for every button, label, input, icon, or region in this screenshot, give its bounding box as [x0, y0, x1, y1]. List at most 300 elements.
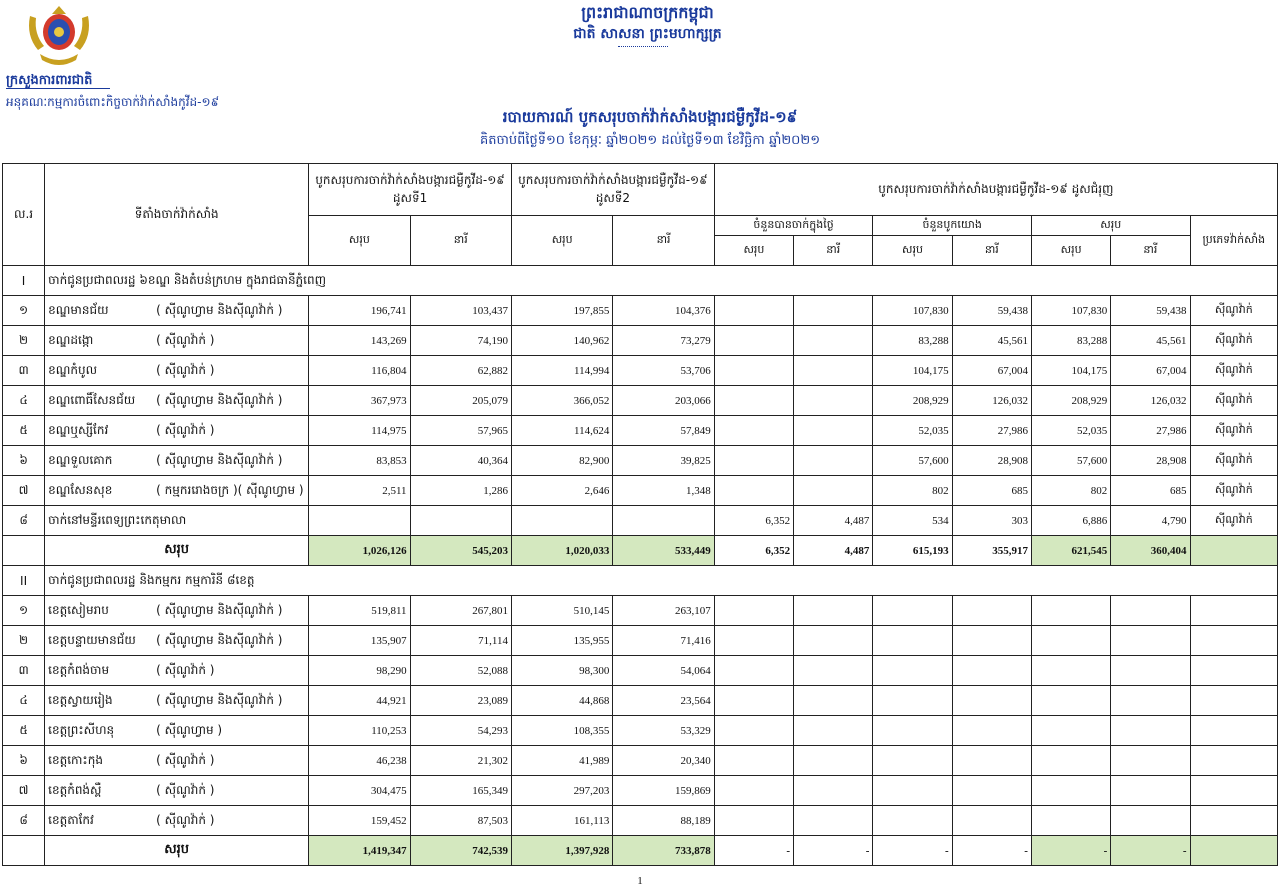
value-cell-cmf: 67,004	[952, 356, 1031, 386]
vaccine-type-cell: ស៊ីណូវ៉ាក់	[1190, 476, 1277, 506]
value-cell-tdt: 6,352	[714, 506, 793, 536]
value-cell-cmt	[873, 806, 952, 836]
value-cell-tt: 802	[1031, 476, 1110, 506]
value-cell-tt: 57,600	[1031, 446, 1110, 476]
value-cell-d1t	[309, 506, 410, 536]
value-cell-d1t: 159,452	[309, 806, 410, 836]
value-cell-d1t: 367,973	[309, 386, 410, 416]
col-header-dose1-female: នារី	[410, 216, 511, 266]
vaccine-type-cell: ស៊ីណូវ៉ាក់	[1190, 296, 1277, 326]
location-name: ខណ្ឌពោធិ៍សែនជ័យ	[48, 392, 136, 407]
value-cell-d1f: 267,801	[410, 596, 511, 626]
value-cell-d2t: 161,113	[511, 806, 612, 836]
value-cell-d2t: 2,646	[511, 476, 612, 506]
value-cell-tf	[1111, 776, 1190, 806]
value-cell-cmt	[873, 596, 952, 626]
value-cell-tdf	[794, 656, 873, 686]
value-cell-cmf	[952, 656, 1031, 686]
vaccine-brand: ( ស៊ីណូវ៉ាក់ )	[156, 752, 215, 767]
location-cell	[45, 806, 309, 836]
value-cell-d2t: 41,989	[511, 746, 612, 776]
value-cell-tf	[1111, 656, 1190, 686]
total-cell-d1f: 742,539	[410, 836, 511, 866]
location-name: ខណ្ឌសែនសុខ	[48, 482, 113, 497]
row-number: ៦	[3, 446, 45, 476]
value-cell-cmt: 208,929	[873, 386, 952, 416]
value-cell-d2f: 159,869	[613, 776, 714, 806]
total-label: សរុប	[45, 836, 309, 866]
location-cell	[45, 416, 309, 446]
total-cell-cmf: 355,917	[952, 536, 1031, 566]
location-cell	[45, 326, 309, 356]
value-cell-d1t: 2,511	[309, 476, 410, 506]
col-header-cumulative-total: សរុប	[873, 236, 952, 266]
national-motto: ជាតិ សាសនា ព្រះមហាក្សត្រ	[573, 26, 722, 42]
vaccine-brand: ( ស៊ីណូហ្វាម និងស៊ីណូវ៉ាក់ )	[156, 392, 283, 407]
table-row	[3, 296, 1278, 326]
total-cell-d1f: 545,203	[410, 536, 511, 566]
value-cell-tt: 107,830	[1031, 296, 1110, 326]
value-cell-d2t: 114,624	[511, 416, 612, 446]
value-cell-d1t: 114,975	[309, 416, 410, 446]
location-name: ខណ្ឌកំបូល	[48, 362, 98, 377]
vaccine-type-cell: ស៊ីណូវ៉ាក់	[1190, 506, 1277, 536]
value-cell-cmt: 57,600	[873, 446, 952, 476]
value-cell-d2t: 108,355	[511, 716, 612, 746]
value-cell-tf	[1111, 806, 1190, 836]
total-cell-cmt: -	[873, 836, 952, 866]
value-cell-tdf	[794, 326, 873, 356]
value-cell-cmt	[873, 686, 952, 716]
value-cell-d1t: 110,253	[309, 716, 410, 746]
value-cell-tt	[1031, 776, 1110, 806]
location-cell	[45, 776, 309, 806]
motto-ornament	[618, 46, 668, 50]
ministry-name: ក្រសួងការពារជាតិ	[6, 73, 93, 88]
section-row	[3, 566, 1278, 596]
value-cell-tdf	[794, 416, 873, 446]
value-cell-tdt	[714, 386, 793, 416]
row-number: ១	[3, 596, 45, 626]
value-cell-tdf	[794, 356, 873, 386]
value-cell-cmf: 126,032	[952, 386, 1031, 416]
section-row	[3, 266, 1278, 296]
vaccine-brand: ( ស៊ីណូវ៉ាក់ )	[156, 422, 215, 437]
vaccine-type-cell	[1190, 656, 1277, 686]
value-cell-cmt: 83,288	[873, 326, 952, 356]
col-header-dose1-total: សរុប	[309, 216, 410, 266]
value-cell-tdt	[714, 476, 793, 506]
value-cell-d2f: 71,416	[613, 626, 714, 656]
location-name: ខណ្ឌមានជ័យ	[48, 302, 109, 317]
vaccine-brand: ( ស៊ីណូវ៉ាក់ )	[156, 362, 215, 377]
vaccine-type-cell: ស៊ីណូវ៉ាក់	[1190, 416, 1277, 446]
row-number: ៥	[3, 716, 45, 746]
value-cell-d2t: 197,855	[511, 296, 612, 326]
value-cell-d2f: 73,279	[613, 326, 714, 356]
location-name: ចាក់នៅមន្ទីរពេទ្យព្រះកេតុមាលា	[48, 512, 187, 527]
col-header-cumulative: ចំនួនបូកយោង	[873, 216, 1032, 236]
location-name: ខណ្ឌទួលគោក	[48, 452, 113, 467]
value-cell-tdf	[794, 626, 873, 656]
value-cell-tt: 52,035	[1031, 416, 1110, 446]
row-number: ២	[3, 326, 45, 356]
row-number: ២	[3, 626, 45, 656]
value-cell-tdf: 4,487	[794, 506, 873, 536]
value-cell-cmt: 534	[873, 506, 952, 536]
value-cell-d1f: 1,286	[410, 476, 511, 506]
col-header-booster-total: សរុប	[1031, 216, 1190, 236]
value-cell-d2t: 297,203	[511, 776, 612, 806]
value-cell-tdt	[714, 776, 793, 806]
value-cell-d2f: 88,189	[613, 806, 714, 836]
row-number: ៧	[3, 476, 45, 506]
value-cell-cmt	[873, 626, 952, 656]
value-cell-cmt: 107,830	[873, 296, 952, 326]
section-number: II	[3, 566, 45, 596]
value-cell-tdf	[794, 686, 873, 716]
vaccine-brand: ( ស៊ីណូហ្វាម និងស៊ីណូវ៉ាក់ )	[156, 692, 283, 707]
total-cell-d1t: 1,026,126	[309, 536, 410, 566]
col-header-vaccine-type: ប្រភេទវ៉ាក់សាំង	[1190, 216, 1277, 266]
total-label: សរុប	[45, 536, 309, 566]
value-cell-d1t: 196,741	[309, 296, 410, 326]
location-cell	[45, 716, 309, 746]
value-cell-cmf	[952, 806, 1031, 836]
section-number: I	[3, 266, 45, 296]
value-cell-d1f: 165,349	[410, 776, 511, 806]
location-cell	[45, 296, 309, 326]
value-cell-tf: 45,561	[1111, 326, 1190, 356]
total-cell-d2f: 533,449	[613, 536, 714, 566]
value-cell-tdf	[794, 386, 873, 416]
value-cell-tt: 104,175	[1031, 356, 1110, 386]
value-cell-d1t: 46,238	[309, 746, 410, 776]
value-cell-d1f: 57,965	[410, 416, 511, 446]
total-cell-tf: 360,404	[1111, 536, 1190, 566]
value-cell-tdt	[714, 806, 793, 836]
value-cell-d2t: 44,868	[511, 686, 612, 716]
value-cell-cmf: 685	[952, 476, 1031, 506]
report-title: របាយការណ៍ បូកសរុបចាក់វ៉ាក់សាំងបង្ការជម្ងឺកូវីដ-១៩	[502, 108, 798, 126]
value-cell-tdf	[794, 446, 873, 476]
value-cell-cmf	[952, 746, 1031, 776]
value-cell-tdt	[714, 626, 793, 656]
total-cell-tt: 621,545	[1031, 536, 1110, 566]
vaccine-brand: ( ស៊ីណូហ្វាម )	[156, 722, 223, 737]
ministry-underline	[6, 88, 110, 89]
total-cell-d1t: 1,419,347	[309, 836, 410, 866]
vaccine-type-cell	[1190, 806, 1277, 836]
location-cell	[45, 656, 309, 686]
value-cell-tdt	[714, 596, 793, 626]
vaccine-type-cell	[1190, 626, 1277, 656]
vaccine-brand: ( ស៊ីណូហ្វាម និងស៊ីណូវ៉ាក់ )	[156, 302, 283, 317]
value-cell-d1t: 98,290	[309, 656, 410, 686]
value-cell-cmt	[873, 746, 952, 776]
value-cell-tf: 59,438	[1111, 296, 1190, 326]
location-name: ខេត្តព្រះសីហនុ	[48, 722, 115, 737]
value-cell-tt	[1031, 746, 1110, 776]
total-cell-tf: -	[1111, 836, 1190, 866]
value-cell-cmf	[952, 596, 1031, 626]
total-cell-cmf: -	[952, 836, 1031, 866]
value-cell-tt	[1031, 806, 1110, 836]
value-cell-tdt	[714, 416, 793, 446]
row-number: ៣	[3, 356, 45, 386]
vaccine-type-cell	[1190, 716, 1277, 746]
value-cell-d2t: 82,900	[511, 446, 612, 476]
vaccine-type-cell: ស៊ីណូវ៉ាក់	[1190, 446, 1277, 476]
row-number: ៤	[3, 686, 45, 716]
value-cell-tdt	[714, 326, 793, 356]
total-row	[3, 536, 1278, 566]
value-cell-tdf	[794, 476, 873, 506]
value-cell-cmt: 52,035	[873, 416, 952, 446]
value-cell-tt: 208,929	[1031, 386, 1110, 416]
total-row	[3, 836, 1278, 866]
table-row	[3, 656, 1278, 686]
col-header-booster: បូកសរុបការចាក់វ៉ាក់សាំងបង្ការជម្ងឺកូវីដ-១៩ ដូសជំរុញ	[714, 164, 1277, 216]
total-cell-tdf: 4,487	[794, 536, 873, 566]
vaccine-type-cell: ស៊ីណូវ៉ាក់	[1190, 386, 1277, 416]
vaccine-type-cell	[1190, 776, 1277, 806]
kingdom-title: ព្រះរាជាណាចក្រកម្ពុជា	[581, 3, 714, 22]
total-cell-d2f: 733,878	[613, 836, 714, 866]
value-cell-d1f: 62,882	[410, 356, 511, 386]
location-cell	[45, 746, 309, 776]
value-cell-tt	[1031, 626, 1110, 656]
table-row	[3, 686, 1278, 716]
location-cell	[45, 356, 309, 386]
value-cell-d1f: 87,503	[410, 806, 511, 836]
section-title: ចាក់ជូនប្រជាពលរដ្ឋ ៦ខណ្ឌ និងតំបន់ក្រហម ក្នុងរាជធានីភ្នំពេញ	[45, 266, 1278, 296]
vaccine-type-cell	[1190, 596, 1277, 626]
value-cell-d1t: 304,475	[309, 776, 410, 806]
total-cell-tt: -	[1031, 836, 1110, 866]
value-cell-cmf	[952, 626, 1031, 656]
value-cell-tdf	[794, 746, 873, 776]
value-cell-d2f: 203,066	[613, 386, 714, 416]
value-cell-d1t: 519,811	[309, 596, 410, 626]
location-name: ខេត្តសៀមរាប	[48, 602, 109, 617]
total-cell-type	[1190, 536, 1277, 566]
table-row	[3, 386, 1278, 416]
col-header-dose2-female: នារី	[613, 216, 714, 266]
value-cell-cmt	[873, 716, 952, 746]
value-cell-d2f: 53,706	[613, 356, 714, 386]
value-cell-tdt	[714, 686, 793, 716]
value-cell-d2t: 366,052	[511, 386, 612, 416]
value-cell-d1f: 74,190	[410, 326, 511, 356]
table-row	[3, 626, 1278, 656]
col-header-cumulative-female: នារី	[952, 236, 1031, 266]
table-row	[3, 806, 1278, 836]
value-cell-tf: 126,032	[1111, 386, 1190, 416]
total-cell-d2t: 1,020,033	[511, 536, 612, 566]
location-cell	[45, 476, 309, 506]
value-cell-tdt	[714, 746, 793, 776]
value-cell-cmf: 59,438	[952, 296, 1031, 326]
value-cell-d1t: 143,269	[309, 326, 410, 356]
value-cell-d2f: 20,340	[613, 746, 714, 776]
location-name: ខេត្តបន្ទាយមានជ័យ	[48, 632, 136, 647]
vaccine-type-cell: ស៊ីណូវ៉ាក់	[1190, 356, 1277, 386]
table-row	[3, 746, 1278, 776]
value-cell-tt	[1031, 686, 1110, 716]
value-cell-d1t: 83,853	[309, 446, 410, 476]
location-cell	[45, 446, 309, 476]
value-cell-tdt	[714, 446, 793, 476]
value-cell-d2f: 104,376	[613, 296, 714, 326]
col-header-grand-female: នារី	[1111, 236, 1190, 266]
value-cell-d2f: 263,107	[613, 596, 714, 626]
table-row	[3, 596, 1278, 626]
value-cell-tdt	[714, 356, 793, 386]
vaccine-brand: ( ស៊ីណូវ៉ាក់ )	[156, 662, 215, 677]
value-cell-d1f: 205,079	[410, 386, 511, 416]
table-row	[3, 776, 1278, 806]
location-cell	[45, 506, 309, 536]
value-cell-d2f: 1,348	[613, 476, 714, 506]
value-cell-cmf	[952, 686, 1031, 716]
value-cell-cmt: 802	[873, 476, 952, 506]
row-number: ៨	[3, 506, 45, 536]
section-title: ចាក់ជូនប្រជាពលរដ្ឋ និងកម្មករ កម្មការិនី ៨ខេត្ត	[45, 566, 1278, 596]
table-row	[3, 506, 1278, 536]
value-cell-d1t: 44,921	[309, 686, 410, 716]
value-cell-tf	[1111, 686, 1190, 716]
row-number: ៧	[3, 776, 45, 806]
table-row	[3, 446, 1278, 476]
value-cell-d2t: 135,955	[511, 626, 612, 656]
vaccine-brand: ( ស៊ីណូវ៉ាក់ )	[156, 782, 215, 797]
location-cell	[45, 626, 309, 656]
value-cell-d2f: 57,849	[613, 416, 714, 446]
value-cell-tt: 83,288	[1031, 326, 1110, 356]
value-cell-tdt	[714, 296, 793, 326]
table-row	[3, 716, 1278, 746]
value-cell-tt	[1031, 716, 1110, 746]
value-cell-tf: 4,790	[1111, 506, 1190, 536]
total-cell-tdt: -	[714, 836, 793, 866]
vaccination-table	[2, 163, 1278, 866]
value-cell-d2t: 98,300	[511, 656, 612, 686]
value-cell-d1f: 71,114	[410, 626, 511, 656]
total-cell-tdf: -	[794, 836, 873, 866]
value-cell-tdf	[794, 776, 873, 806]
location-name: ខេត្តតាកែវ	[48, 812, 94, 827]
total-blank	[3, 536, 45, 566]
col-header-today-total: សរុប	[714, 236, 793, 266]
value-cell-d2t: 140,962	[511, 326, 612, 356]
value-cell-d1f: 54,293	[410, 716, 511, 746]
vaccine-type-cell: ស៊ីណូវ៉ាក់	[1190, 326, 1277, 356]
location-name: ខេត្តស្វាយរៀង	[48, 692, 113, 707]
value-cell-d1f: 40,364	[410, 446, 511, 476]
value-cell-d2f: 53,329	[613, 716, 714, 746]
value-cell-d1f: 23,089	[410, 686, 511, 716]
value-cell-d2t: 510,145	[511, 596, 612, 626]
row-number: ៥	[3, 416, 45, 446]
table-row	[3, 356, 1278, 386]
value-cell-cmf	[952, 716, 1031, 746]
col-header-dose2: បូកសរុបការចាក់វ៉ាក់សាំងបង្ការជម្ងឺកូវីដ-១៩ ដូសទី2	[511, 164, 714, 216]
total-cell-tdt: 6,352	[714, 536, 793, 566]
value-cell-d2f: 23,564	[613, 686, 714, 716]
total-cell-cmt: 615,193	[873, 536, 952, 566]
value-cell-cmt: 104,175	[873, 356, 952, 386]
document-header	[0, 0, 1280, 160]
value-cell-tdf	[794, 806, 873, 836]
total-cell-type	[1190, 836, 1277, 866]
value-cell-tf: 28,908	[1111, 446, 1190, 476]
value-cell-d2t: 114,994	[511, 356, 612, 386]
table-row	[3, 476, 1278, 506]
value-cell-cmf: 303	[952, 506, 1031, 536]
table-row	[3, 416, 1278, 446]
location-name: ខណ្ឌដង្កោ	[48, 332, 94, 347]
value-cell-d1f: 103,437	[410, 296, 511, 326]
value-cell-cmf	[952, 776, 1031, 806]
vaccine-type-cell	[1190, 686, 1277, 716]
col-header-dose1: បូកសរុបការចាក់វ៉ាក់សាំងបង្ការជម្ងឺកូវីដ-១៩ ដូសទី1	[309, 164, 512, 216]
report-subtitle: គិតចាប់ពីថ្ងៃទី១០ ខែកុម្ភៈ ឆ្នាំ២០២១ ដល់ថ្ងៃទី១៣ ខែវិច្ឆិកា ឆ្នាំ២០២១	[479, 133, 821, 148]
vaccine-brand: ( ស៊ីណូវ៉ាក់ )	[156, 332, 215, 347]
location-name: ខេត្តកោះកុង	[48, 752, 103, 767]
total-cell-d2t: 1,397,928	[511, 836, 612, 866]
value-cell-d2f: 39,825	[613, 446, 714, 476]
value-cell-tf: 685	[1111, 476, 1190, 506]
value-cell-tdt	[714, 656, 793, 686]
location-name: ខណ្ឌឬស្សីកែវ	[48, 422, 109, 437]
value-cell-cmf: 28,908	[952, 446, 1031, 476]
row-number: ៨	[3, 806, 45, 836]
value-cell-cmf: 27,986	[952, 416, 1031, 446]
col-header-grand-total: សរុប	[1031, 236, 1110, 266]
value-cell-tt	[1031, 596, 1110, 626]
value-cell-tf: 27,986	[1111, 416, 1190, 446]
value-cell-d2f	[613, 506, 714, 536]
col-header-location: ទីតាំងចាក់វ៉ាក់សាំង	[45, 164, 309, 266]
value-cell-cmt	[873, 656, 952, 686]
row-number: ៤	[3, 386, 45, 416]
vaccine-brand: ( ស៊ីណូហ្វាម និងស៊ីណូវ៉ាក់ )	[156, 632, 283, 647]
value-cell-tf	[1111, 596, 1190, 626]
value-cell-tf	[1111, 746, 1190, 776]
location-name: ខេត្តកំពង់ស្ពឺ	[48, 782, 102, 797]
page-number: 1	[637, 875, 643, 887]
vaccine-brand: ( ស៊ីណូវ៉ាក់ )	[156, 812, 215, 827]
vaccine-brand: ( កម្មកររោងចក្រ )( ស៊ីណូហ្វាម )	[156, 482, 304, 497]
value-cell-d2t	[511, 506, 612, 536]
committee-name: អនុគណៈកម្មការចំពោះកិច្ចចាក់វ៉ាក់សាំងកូវីដ-១៩	[6, 95, 220, 109]
value-cell-d1f: 21,302	[410, 746, 511, 776]
value-cell-tf	[1111, 626, 1190, 656]
value-cell-tt: 6,886	[1031, 506, 1110, 536]
value-cell-tdf	[794, 296, 873, 326]
col-header-no: ល.រ	[3, 164, 45, 266]
value-cell-d1t: 135,907	[309, 626, 410, 656]
value-cell-cmt	[873, 776, 952, 806]
value-cell-tf	[1111, 716, 1190, 746]
location-cell	[45, 686, 309, 716]
value-cell-cmf: 45,561	[952, 326, 1031, 356]
value-cell-tf: 67,004	[1111, 356, 1190, 386]
table-row	[3, 326, 1278, 356]
location-name: ខេត្តកំពង់ចាម	[48, 662, 110, 677]
value-cell-tdf	[794, 596, 873, 626]
